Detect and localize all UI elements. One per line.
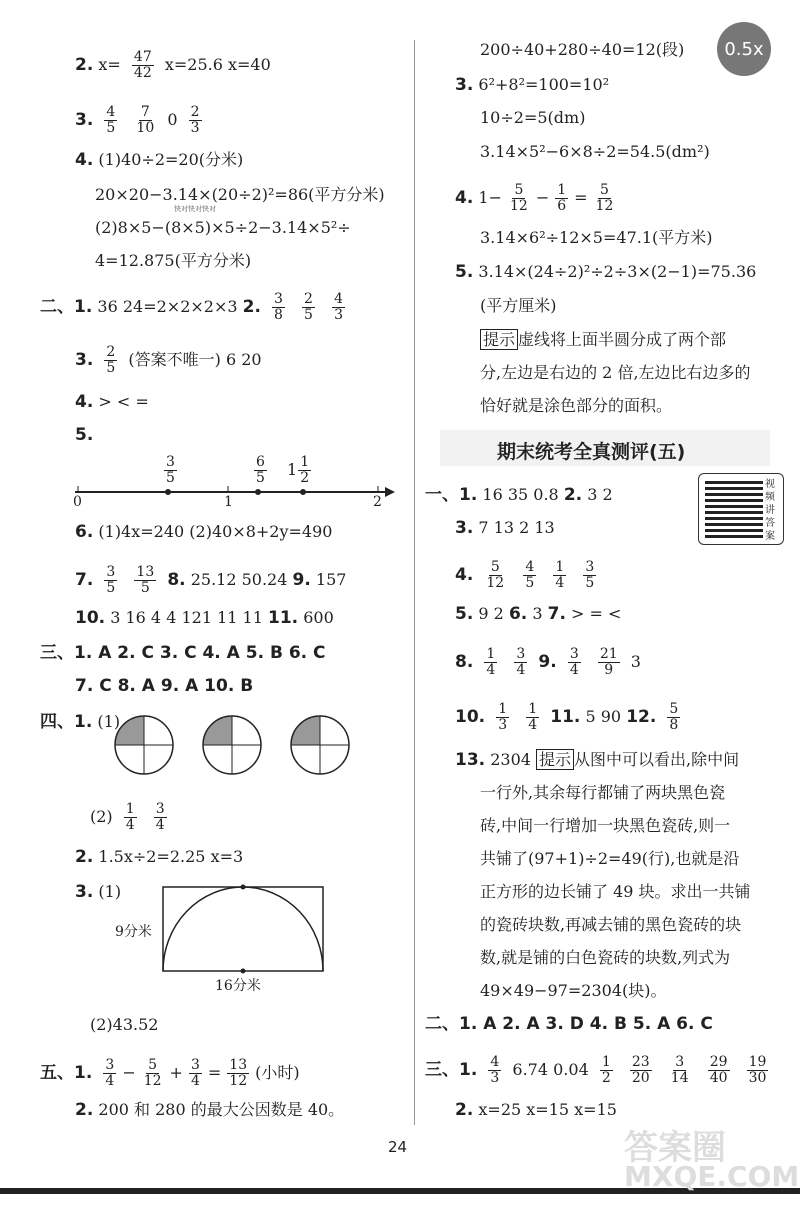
answer-text: (2)8×5−(8×5)×5÷2−3.14×5²÷ [95, 218, 351, 237]
tick-label: 2 [373, 494, 382, 510]
height-label: 9分米 [115, 924, 152, 940]
numerator: 47 [133, 49, 152, 65]
numerator: 1 [498, 701, 508, 717]
fraction [164, 455, 177, 486]
item-number: 4. [75, 150, 94, 170]
answer-line [75, 882, 121, 902]
answer-text: (1) [97, 712, 121, 731]
answer-line [75, 847, 243, 867]
denominator: 3 [334, 307, 343, 323]
denominator: 3 [498, 717, 508, 733]
answer-text: x=25.6 x=40 [164, 55, 271, 74]
item-number: 8. [455, 652, 474, 672]
denominator: 4 [516, 662, 526, 678]
item-number: 6. [508, 604, 528, 624]
answer-line [455, 262, 756, 282]
denominator: 12 [143, 1073, 162, 1089]
answer-line: 4. 1− $\frac{5}{12}$ − $\frac{1}{6}$ = $\frac{5}{12}$ [455, 182, 614, 214]
answer-line [75, 50, 271, 81]
answer-text: 600 [303, 608, 334, 627]
fraction [496, 702, 509, 733]
width-label: 16分米 [215, 978, 261, 994]
numerator: 29 [709, 1054, 728, 1070]
answer-line [95, 185, 385, 205]
answer-text: 砖,中间一行增加一块黑色瓷砖,则一 [480, 816, 731, 835]
fraction [514, 647, 527, 678]
fraction [142, 1058, 164, 1089]
numerator: 4 [490, 1054, 500, 1070]
stamp-text: 快对快对快对 [174, 205, 216, 213]
answer-text: 3.14×5²−6×8÷2=54.5(dm²) [480, 142, 710, 161]
denominator: 4 [125, 817, 135, 833]
fraction [103, 1058, 116, 1089]
semicircle-diagram [160, 884, 330, 974]
denominator: 12 [486, 575, 505, 591]
fraction [134, 105, 156, 136]
denominator: 40 [709, 1070, 728, 1086]
answer-text: (2) [90, 807, 113, 826]
denominator: 10 [136, 120, 155, 136]
watermark-url: MXQE.COM [624, 1160, 800, 1193]
answer-text: 0 [167, 110, 178, 129]
fraction [132, 50, 154, 81]
item-number: 3. [455, 75, 474, 95]
numerator: 2 [304, 291, 313, 307]
answer-line [480, 363, 751, 383]
denominator: 12 [509, 198, 528, 214]
denominator: 5 [256, 470, 265, 486]
answer-line [480, 40, 684, 60]
answer-line [95, 218, 351, 238]
numerator: 21 [599, 646, 618, 662]
fraction [669, 1055, 691, 1086]
answer-line [75, 425, 93, 445]
item-number: 2. [75, 55, 94, 75]
fraction [104, 565, 117, 596]
denominator: 5 [585, 575, 595, 591]
answer-line [480, 849, 739, 869]
answer-line [75, 1100, 344, 1120]
section-number: 四、1. [40, 712, 93, 732]
item-number: 10. [75, 608, 106, 628]
answer-text: 49×49−97=2304(块)。 [480, 981, 667, 1000]
answer-text: (1)4x=240 (2)40×8+2y=490 [98, 522, 333, 541]
page-number: 24 [388, 1138, 408, 1156]
answer-text: 6.74 0.04 [512, 1060, 589, 1079]
numerator: 3 [569, 646, 579, 662]
answer-line [455, 560, 602, 591]
denominator: 8 [669, 717, 679, 733]
denominator: 6 [557, 198, 567, 214]
answer-line [455, 518, 555, 538]
denominator: 5 [106, 120, 116, 136]
answer-line [480, 228, 713, 248]
numerator: 2 [106, 344, 116, 360]
answer-text: x= [98, 55, 121, 74]
item-number: 7. [547, 604, 566, 624]
item-number: 6. [75, 522, 94, 542]
answer-text: 1− [478, 188, 502, 207]
numerator: 3 [155, 801, 165, 817]
answer-line [90, 802, 173, 833]
answer-text: 一行外,其余每行都铺了两块黑色瓷 [480, 783, 726, 802]
denominator: 4 [569, 662, 579, 678]
fraction [189, 1058, 202, 1089]
numerator: 3 [166, 454, 175, 470]
denominator: 4 [555, 575, 565, 591]
item-number: 7. [75, 570, 94, 590]
answer-line [40, 292, 351, 323]
fraction [254, 455, 267, 486]
numerator: 5 [148, 1057, 158, 1073]
item-number: 2. [75, 847, 94, 867]
answer-line: 五、1. $\frac{3}{4}$ − $\frac{5}{12}$ + $\frac{3}{4}$ = $\frac{13}{12}$ (小时) [40, 1057, 300, 1089]
item-number: 13. [455, 750, 486, 770]
numerator: 1 [486, 646, 496, 662]
answer-text: (1)40÷2=20(分米) [98, 150, 244, 169]
numerator: 5 [669, 701, 679, 717]
numerator: 3 [675, 1054, 685, 1070]
answer-text: 共铺了(97+1)÷2=49(行),也就是沿 [480, 849, 740, 868]
fraction [594, 183, 616, 214]
item-number: 4. [455, 188, 474, 208]
answer-line [480, 330, 726, 350]
answer-text: 36 24=2×2×2×3 [97, 297, 238, 316]
tick-label: 0 [73, 494, 82, 510]
denominator: 8 [274, 307, 283, 323]
numerator: 3 [106, 564, 116, 580]
denominator: 2 [300, 470, 310, 486]
fraction [553, 560, 566, 591]
answer-text: 7 13 2 13 [478, 518, 555, 537]
item-number: 12. [626, 707, 657, 727]
numerator: 4 [525, 559, 535, 575]
denominator: 42 [133, 65, 152, 81]
answer-text: 3.14×6²÷12×5=47.1(平方米) [480, 228, 713, 247]
section-number: 二、1. [40, 297, 93, 317]
qr-code-icon [705, 478, 763, 538]
denominator: 4 [105, 1073, 115, 1089]
number-line-label [287, 455, 317, 486]
video-answer-qr[interactable] [698, 473, 784, 545]
tick-label: 1 [224, 494, 233, 510]
denominator: 5 [166, 470, 175, 486]
item-number: 5. [75, 425, 94, 445]
section-title: 期末统考全真测评(五) [497, 441, 686, 463]
fraction [134, 565, 156, 596]
answer-text: 3 2 [587, 485, 613, 504]
fraction [747, 1055, 769, 1086]
answer-line [90, 1015, 158, 1035]
item-number: 5. [455, 604, 474, 624]
numerator: 4 [106, 104, 116, 120]
item-number: 9. [292, 570, 311, 590]
qr-label: 视频讲答案 [765, 479, 775, 542]
hint-label: 提示 [480, 329, 518, 350]
answer-line [455, 75, 609, 95]
fraction [272, 292, 285, 323]
fraction [555, 183, 568, 214]
unit: (小时) [255, 1063, 300, 1082]
numerator: 5 [490, 559, 500, 575]
denominator: 5 [304, 307, 313, 323]
answer-text: 3.14×(24÷2)²÷2÷3×(2−1)=75.36 [478, 262, 757, 281]
fraction [154, 802, 167, 833]
fraction [227, 1058, 249, 1089]
denominator: 5 [525, 575, 535, 591]
fraction [484, 647, 497, 678]
answer-text: 恰好就是涂色部分的面积。 [480, 396, 673, 415]
fraction [583, 560, 596, 591]
answer-line [455, 647, 641, 678]
answer-text: 4=12.875(平方分米) [95, 251, 252, 270]
answer-text: 200÷40+280÷40=12(段) [480, 40, 685, 59]
fraction [630, 1055, 652, 1086]
fraction [600, 1055, 613, 1086]
whole-part: 1 [287, 460, 298, 479]
answer-text: (1) [98, 882, 122, 901]
denominator: 14 [670, 1070, 689, 1086]
answer-line [480, 296, 557, 316]
answer-line [480, 981, 667, 1001]
answer-line [95, 251, 251, 271]
answer-text: 虚线将上面半圆分成了两个部 [518, 330, 727, 349]
answer-line [75, 565, 346, 596]
item-number: 3. [75, 882, 94, 902]
answer-text: 3 16 4 4 121 11 11 [110, 608, 263, 627]
fraction [523, 560, 536, 591]
answer-line [455, 604, 621, 624]
item-number: 2. [242, 297, 261, 317]
answer-text: 157 [315, 570, 347, 589]
item-number: 3. [455, 518, 474, 538]
answer-text: 10÷2=5(dm) [480, 108, 586, 127]
numerator: 1 [601, 1054, 611, 1070]
numerator: 7 [140, 104, 150, 120]
numerator: 1 [125, 801, 135, 817]
numerator: 1 [528, 701, 538, 717]
numerator: 3 [105, 1057, 115, 1073]
number-line-label [248, 455, 273, 486]
answer-line [75, 392, 149, 412]
item-number: 8. [167, 570, 186, 590]
answer-line [425, 485, 613, 505]
answer-text: 数,就是铺的白色瓷砖的块数,列式为 [480, 948, 731, 967]
item-number: 11. [267, 608, 299, 628]
answer-line [480, 108, 585, 128]
fraction [124, 802, 137, 833]
answer-line [75, 522, 332, 542]
fraction [568, 647, 581, 678]
answer-text: 25.12 50.24 [190, 570, 288, 589]
numerator: 13 [229, 1057, 248, 1073]
playback-speed-button[interactable]: 0.5x [717, 22, 771, 76]
answer-text: 分,左边是右边的 2 倍,左边比右边多的 [480, 363, 751, 382]
item-number: 11. [550, 707, 581, 727]
denominator: 5 [106, 580, 116, 596]
answer-text: > < = [98, 392, 149, 411]
item-number: 2. [455, 1100, 474, 1120]
answer-line [480, 142, 710, 162]
fraction [488, 1055, 501, 1086]
answer-line [75, 105, 208, 136]
answer-text: 的瓷砖块数,再减去铺的黑色瓷砖的块 [480, 915, 742, 934]
answer-text: (答案不唯一) 6 20 [128, 350, 262, 369]
fraction [598, 647, 620, 678]
denominator: 3 [190, 120, 200, 136]
answer-text: 3 [630, 652, 641, 671]
answer-line [455, 750, 739, 770]
numerator: 5 [514, 182, 524, 198]
denominator: 12 [229, 1073, 248, 1089]
answer-text: 200 和 280 的最大公因数是 40。 [98, 1100, 345, 1119]
answer-line: 7. C 8. A 9. A 10. B [75, 676, 254, 696]
answer-text: 从图中可以看出,除中间 [574, 750, 740, 769]
answer-text: > = < [571, 604, 622, 623]
answer-text: 3 [532, 604, 543, 623]
fraction [484, 560, 506, 591]
answer-text: 5 90 [585, 707, 622, 726]
answer-text: 9 2 [478, 604, 504, 623]
answer-line [480, 783, 725, 803]
fraction [526, 702, 539, 733]
fraction [189, 105, 202, 136]
answer-text: 6²+8²=100=10² [478, 75, 610, 94]
answer-line [480, 396, 672, 416]
item-number: 2. [75, 1100, 94, 1120]
answer-line [480, 948, 730, 968]
answer-line [480, 882, 751, 902]
answer-line [455, 702, 686, 733]
answer-line [480, 915, 741, 935]
numerator: 6 [256, 454, 265, 470]
answer-line [75, 150, 243, 170]
answer-line [75, 608, 334, 628]
fraction [332, 292, 345, 323]
fraction [508, 183, 530, 214]
numerator: 5 [600, 182, 609, 198]
section-number: 三、1. [425, 1060, 478, 1080]
denominator: 3 [490, 1070, 500, 1086]
denominator: 2 [601, 1070, 611, 1086]
denominator: 12 [595, 198, 614, 214]
item-number: 5. [455, 262, 474, 282]
answer-line [40, 712, 120, 732]
numerator: 3 [274, 291, 283, 307]
denominator: 20 [631, 1070, 650, 1086]
hint-label: 提示 [536, 749, 574, 770]
denominator: 5 [140, 580, 150, 596]
answer-line [75, 345, 262, 376]
denominator: 4 [528, 717, 538, 733]
answer-line: 二、1. A 2. A 3. D 4. B 5. A 6. C [425, 1014, 713, 1034]
numerator: 1 [300, 454, 310, 470]
answer-line [480, 816, 730, 836]
item-number: 4. [75, 392, 94, 412]
numerator: 3 [585, 559, 595, 575]
denominator: 4 [486, 662, 496, 678]
answer-line: 三、1. A 2. C 3. C 4. A 5. B 6. C [40, 643, 326, 663]
denominator: 9 [604, 662, 614, 678]
item-number: 4. [455, 565, 474, 585]
fraction [298, 455, 311, 486]
quartered-circles [112, 712, 362, 778]
denominator: 30 [748, 1070, 767, 1086]
fraction [104, 345, 117, 376]
numerator: 23 [631, 1054, 650, 1070]
section-number: 一、1. [425, 485, 478, 505]
numerator: 1 [555, 559, 565, 575]
numerator: 19 [748, 1054, 767, 1070]
answer-line [425, 1055, 774, 1086]
item-number: 3. [75, 350, 94, 370]
denominator: 4 [155, 817, 165, 833]
column-divider [414, 40, 415, 1125]
number-line-label [158, 455, 183, 486]
numerator: 4 [334, 291, 343, 307]
denominator: 4 [190, 1073, 200, 1089]
item-number: 3. [75, 110, 94, 130]
numerator: 1 [557, 182, 567, 198]
answer-text: (平方厘米) [480, 296, 557, 315]
answer-text: 16 35 0.8 [482, 485, 559, 504]
answer-text: x=25 x=15 x=15 [478, 1100, 617, 1119]
watermark-logo: 答案圈 [624, 1128, 726, 1168]
numerator: 3 [190, 1057, 200, 1073]
answer-text: 正方形的边长铺了 49 块。求出一共铺 [480, 882, 751, 901]
denominator: 5 [106, 360, 116, 376]
answer-text: 20×20−3.14×(20÷2)²=86(平方分米) [95, 185, 385, 204]
fraction [708, 1055, 730, 1086]
item-number: 2. [563, 485, 583, 505]
section-number: 五、1. [40, 1063, 93, 1083]
answer-text: 2304 [490, 750, 531, 769]
answer-text: 1.5x÷2=2.25 x=3 [98, 847, 244, 866]
fraction [302, 292, 315, 323]
answer-text: (2)43.52 [90, 1015, 159, 1034]
numerator: 3 [516, 646, 526, 662]
item-number: 10. [455, 707, 486, 727]
fraction [667, 702, 680, 733]
fraction [104, 105, 117, 136]
answer-line [455, 1100, 617, 1120]
numerator: 13 [136, 564, 155, 580]
numerator: 2 [190, 104, 200, 120]
item-number: 9. [538, 652, 557, 672]
